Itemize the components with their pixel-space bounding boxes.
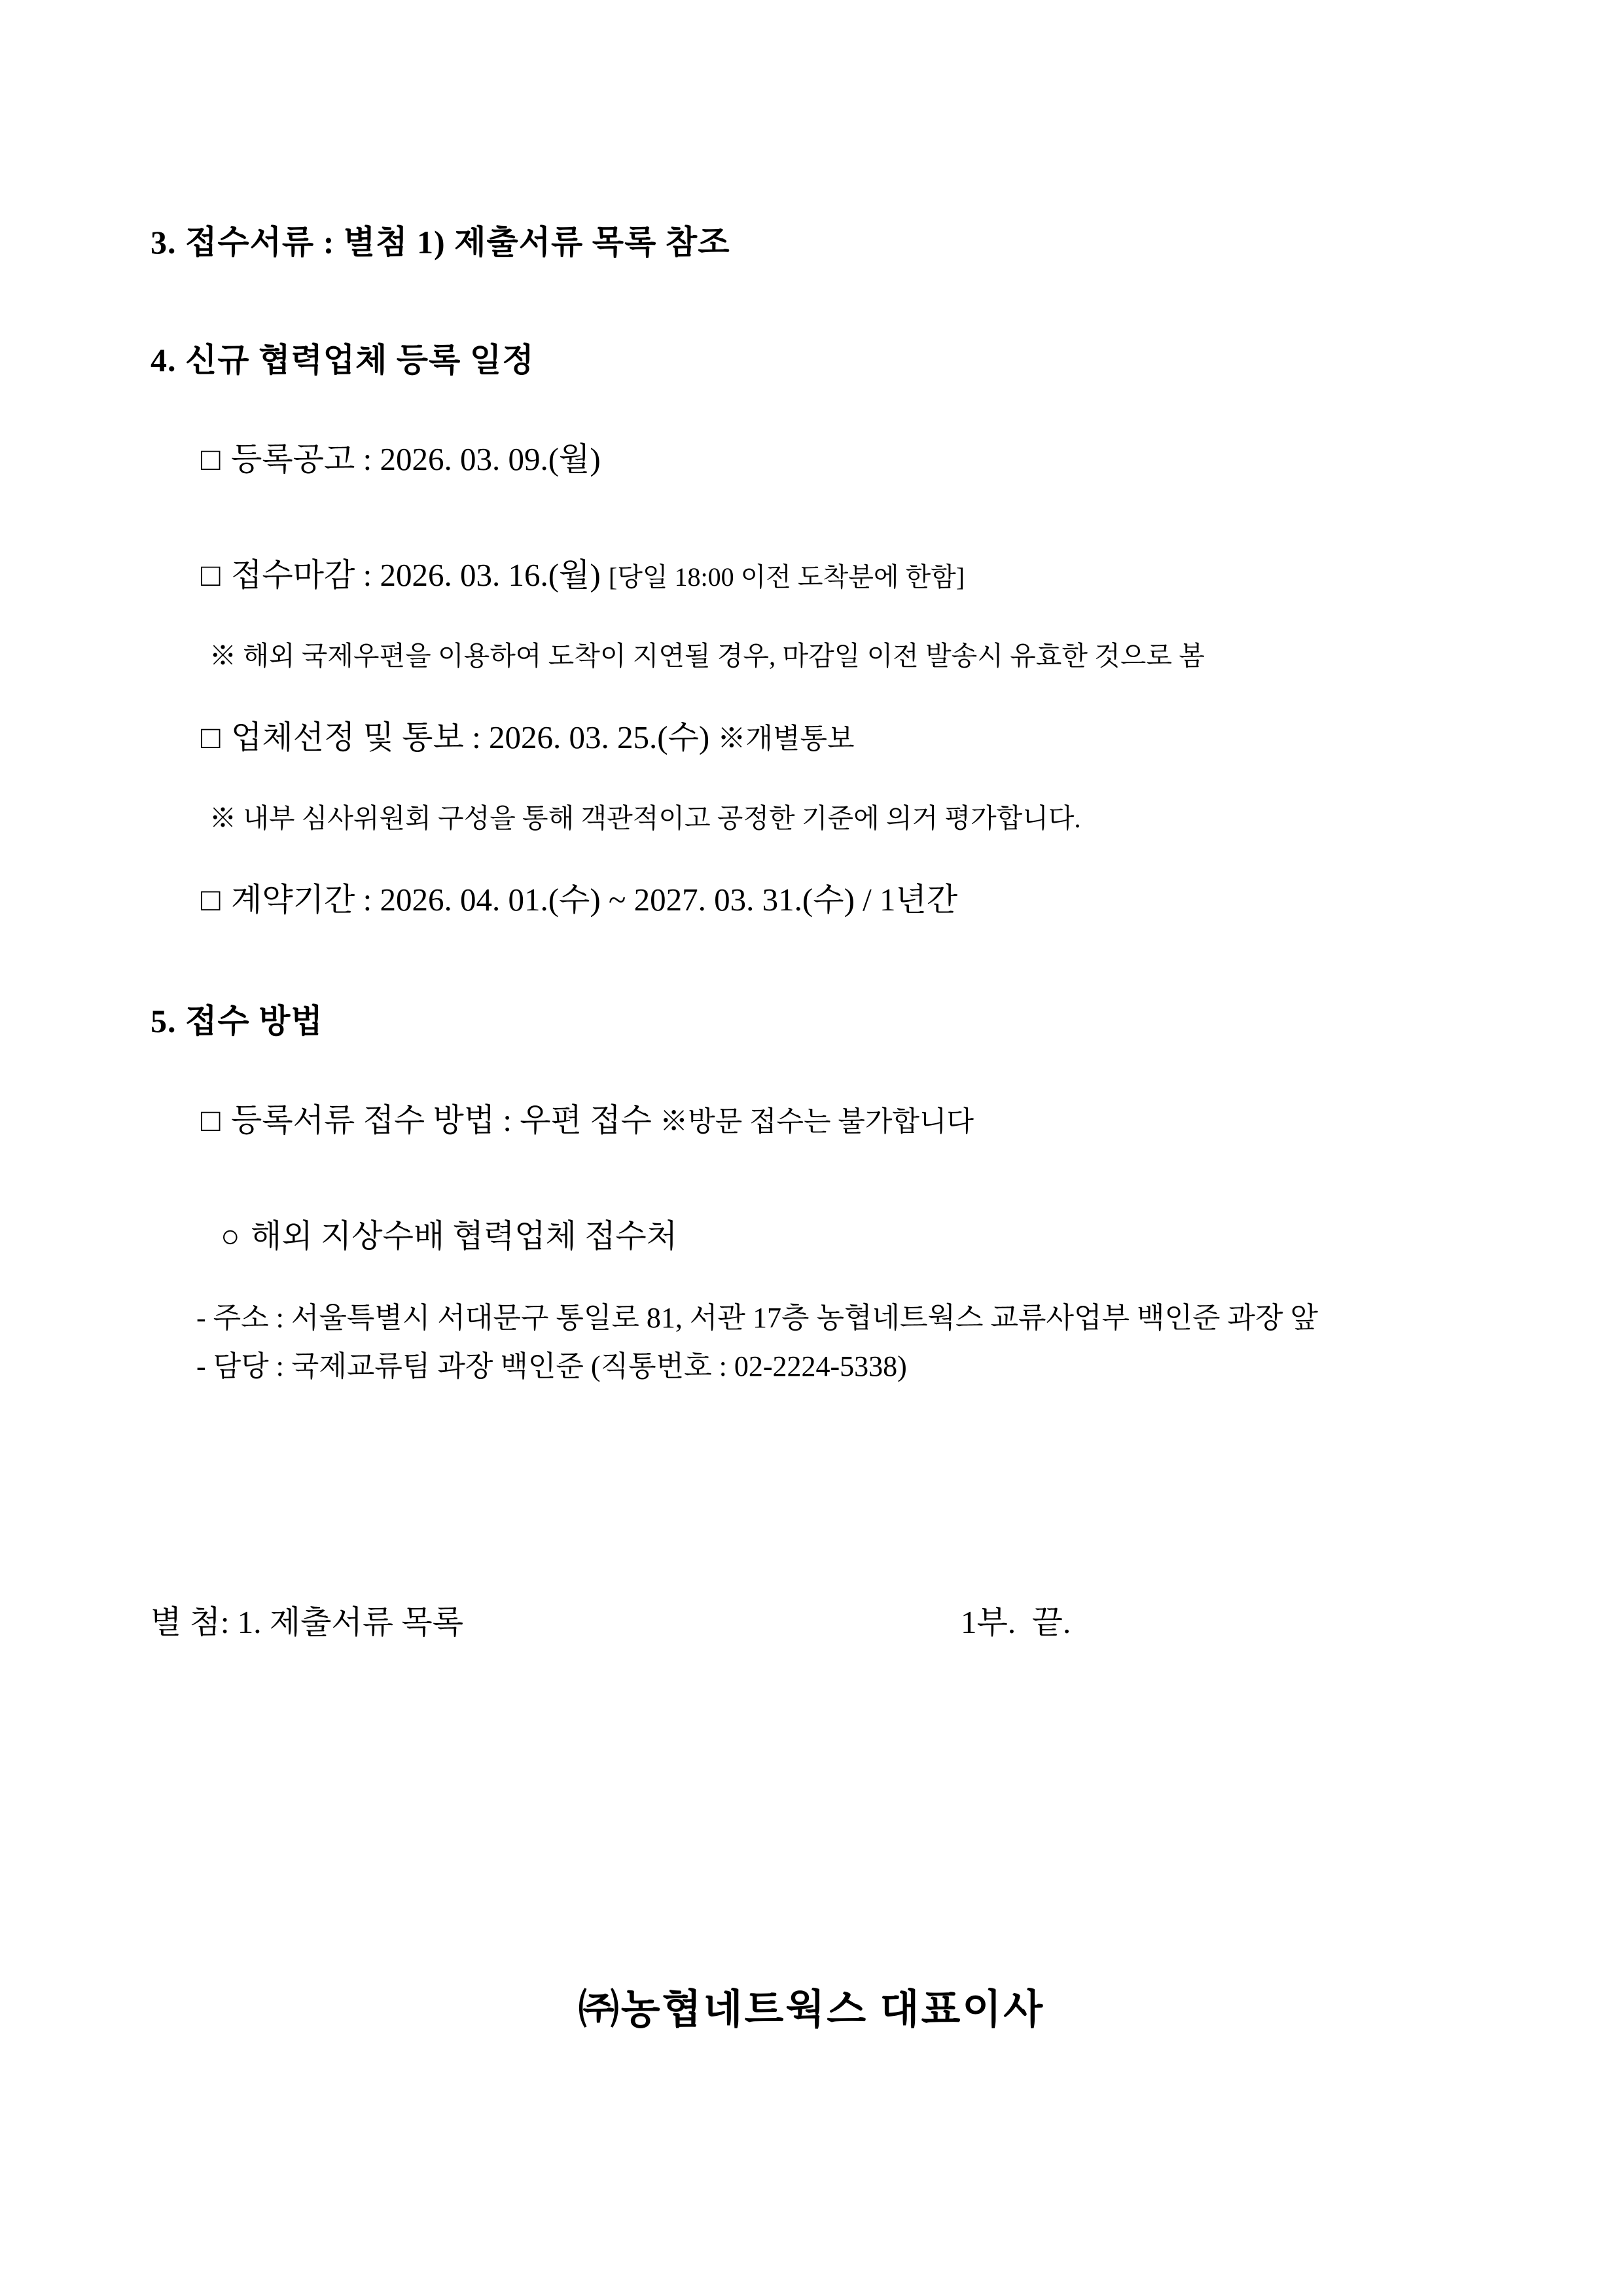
section-3-heading: 3. 접수서류 : 별첨 1) 제출서류 목록 참조 — [151, 224, 730, 260]
spacer — [151, 1042, 1482, 1072]
attachment-line — [151, 1597, 1482, 1643]
list-item-label: 업체선정 및 통보 : 2026. 03. 25.(수) — [231, 719, 718, 755]
spacer — [151, 507, 1482, 527]
list-item — [151, 689, 1482, 785]
checkbox-mark-icon: □ — [201, 882, 221, 918]
list-item-detail: - 주소 : 서울특별시 서대문구 통일로 81, 서관 17층 농협네트웍스 교류사업부 백인준 과장 앞 — [196, 1302, 1319, 1334]
list-item — [151, 1072, 1482, 1168]
list-item — [151, 411, 1482, 507]
list-item-note: ※방문 접수는 불가합니다 — [660, 1107, 974, 1138]
checkbox-mark-icon: □ — [201, 1102, 221, 1138]
list-item-note: ※개별통보 — [717, 724, 855, 755]
spacer — [151, 832, 1482, 852]
checkbox-mark-icon: □ — [201, 441, 221, 477]
attachment-label: 별 첨: 1. 제출서류 목록 — [151, 1604, 464, 1640]
list-item — [151, 852, 1482, 948]
checkbox-mark-icon: □ — [201, 719, 221, 755]
list-item-detail: - 담당 : 국제교류팀 과장 백인준 (직통번호 : 02-2224-5338) — [196, 1350, 907, 1382]
list-item — [151, 1188, 1482, 1284]
list-item — [151, 527, 1482, 623]
spacer — [151, 263, 1482, 334]
spacer — [151, 623, 1482, 643]
list-item-label: 해외 지상수배 협력업체 접수처 — [251, 1218, 678, 1254]
spacer — [151, 1168, 1482, 1188]
checkbox-mark-icon: □ — [201, 557, 221, 593]
section-4-heading: 4. 신규 협력업체 등록 일정 — [151, 342, 535, 378]
spacer — [151, 785, 1482, 805]
section-5-heading: 5. 접수 방법 — [151, 1003, 323, 1039]
list-item-note: [당일 18:00 이전 도착분에 한함] — [608, 562, 965, 592]
spacer — [151, 1333, 1482, 1352]
circle-mark-icon: ○ — [221, 1218, 240, 1254]
attachment-count: 1부. 끝. — [961, 1604, 1071, 1640]
spacer — [151, 948, 1482, 995]
spacer — [151, 1284, 1482, 1304]
spacer — [151, 1381, 1482, 1597]
list-item-label: 계약기간 : 2026. 04. 01.(수) ~ 2027. 03. 31.(수) / 1년간 — [231, 882, 958, 918]
spacer — [151, 670, 1482, 689]
list-item-label: 접수마감 : 2026. 03. 16.(월) — [231, 557, 609, 593]
list-item-subnote: ※ 내부 심사위원회 구성을 통해 객관적이고 공정한 기준에 의거 평가합니다. — [209, 803, 1081, 833]
list-item-subnote: ※ 해외 국제우편을 이용하여 도착이 지연될 경우, 마감일 이전 발송시 유효한 것으로 봄 — [209, 641, 1205, 671]
list-item-label: 등록공고 : 2026. 03. 09.(월) — [231, 441, 601, 477]
signature-line: ㈜농협네트웍스 대표이사 — [578, 1988, 1045, 2032]
list-item-label: 등록서류 접수 방법 : 우편 접수 — [231, 1102, 660, 1138]
spacer — [151, 381, 1482, 411]
